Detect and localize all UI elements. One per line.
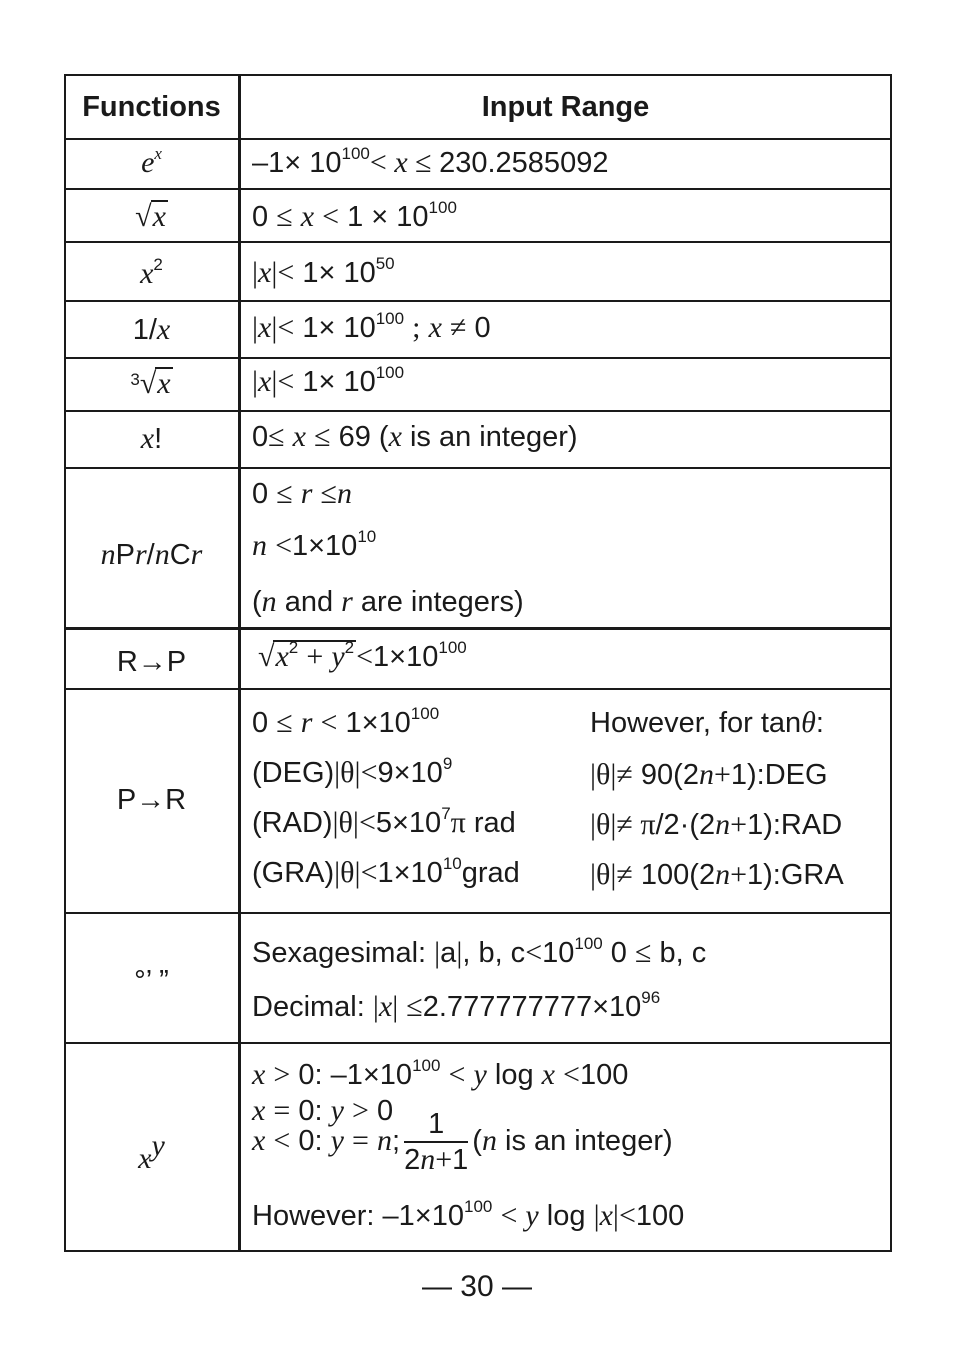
function-reciprocal: 1/x — [132, 313, 171, 346]
function-square: $x^2$ — [140, 255, 163, 290]
range-power-line3: x < 0: y = n; $\frac{1}{2n+1}$ (n is an integer) — [252, 1108, 673, 1176]
range-power-line2: x = 0: y > 0 — [252, 1094, 394, 1127]
however-tan-rad: |θ|≠ π/2·(2n+1):RAD — [590, 808, 843, 841]
range-exp: $-1\times 10^{100}< x \le 230.2585092$ — [252, 144, 609, 179]
range-ptr-line2: $(DEG)|\theta|<9\times 10^9$ — [252, 754, 453, 789]
range-npr-line3: (n and r are integers) — [252, 585, 524, 618]
range-npr-line2: $n <1\times 10^{10}$ — [252, 527, 377, 562]
range-rect-to-polar: $√x^2 + y^2<1\times 10^{100}$ — [258, 638, 467, 673]
function-sqrt: √x — [135, 200, 166, 233]
fraction-one-over-2n-plus-1: $\frac{1}{2n+1}$ — [404, 1108, 469, 1176]
function-factorial: x! — [140, 422, 163, 455]
header-functions: Functions — [82, 91, 221, 123]
range-cube-root: $|x|< 1\times 10^{100}$ — [252, 363, 405, 398]
range-power-line1: x > 0: $-1\times 10^{100} < y$ log x <100 — [252, 1056, 629, 1091]
range-factorial: 0≤ x ≤ 69 (x is an integer) — [252, 420, 578, 453]
range-sexagesimal: Sexagesimal: |a|, b, $c<10^{100}$ 0 ≤ b, c — [252, 934, 707, 969]
function-rect-to-polar: R→P — [116, 646, 187, 678]
range-npr-line1: 0 ≤ r ≤n — [252, 477, 352, 510]
input-range-table — [64, 74, 892, 1252]
range-power-line4: However: $-1\times 10^{100} < y$ log |x|<100 — [252, 1197, 685, 1232]
range-ptr-line3: $(RAD)|\theta|<5\times 10^7\pi$ rad — [252, 804, 516, 839]
page-number: — 30 — — [421, 1270, 533, 1303]
range-reciprocal: $|x|< 1\times 10^{100}$ ; x ≠ 0 — [252, 309, 491, 344]
range-decimal: Decimal: $|x| \le 2.777777777\times 10^{96}$ — [252, 988, 661, 1023]
however-tan-deg: |θ|≠ 90(2n+1):DEG — [590, 758, 828, 791]
function-exp: $e^x$ — [141, 144, 162, 179]
function-permutation-combination: nPr/nCr — [100, 538, 203, 571]
range-sqrt: $0 \le x < 1 \times 10^{100}$ — [252, 198, 457, 233]
function-power: $x^y$ — [138, 1129, 165, 1175]
function-sexagesimal: °’ ” — [134, 965, 169, 997]
range-ptr-line1: $0 \le r < 1\times 10^{100}$ — [252, 704, 440, 739]
function-polar-to-rect: P→R — [116, 784, 187, 816]
range-ptr-line4: $(GRA)|\theta|<1\times 10^{10}grad$ — [252, 854, 520, 889]
however-tan-gra: |θ|≠ 100(2n+1):GRA — [590, 858, 844, 891]
function-cube-root: $^3$√x — [130, 367, 171, 400]
header-input-range: Input Range — [481, 91, 650, 123]
however-tan-heading: However, for tanθ: — [590, 706, 824, 739]
range-square: $|x|< 1\times 10^{50}$ — [252, 254, 395, 289]
